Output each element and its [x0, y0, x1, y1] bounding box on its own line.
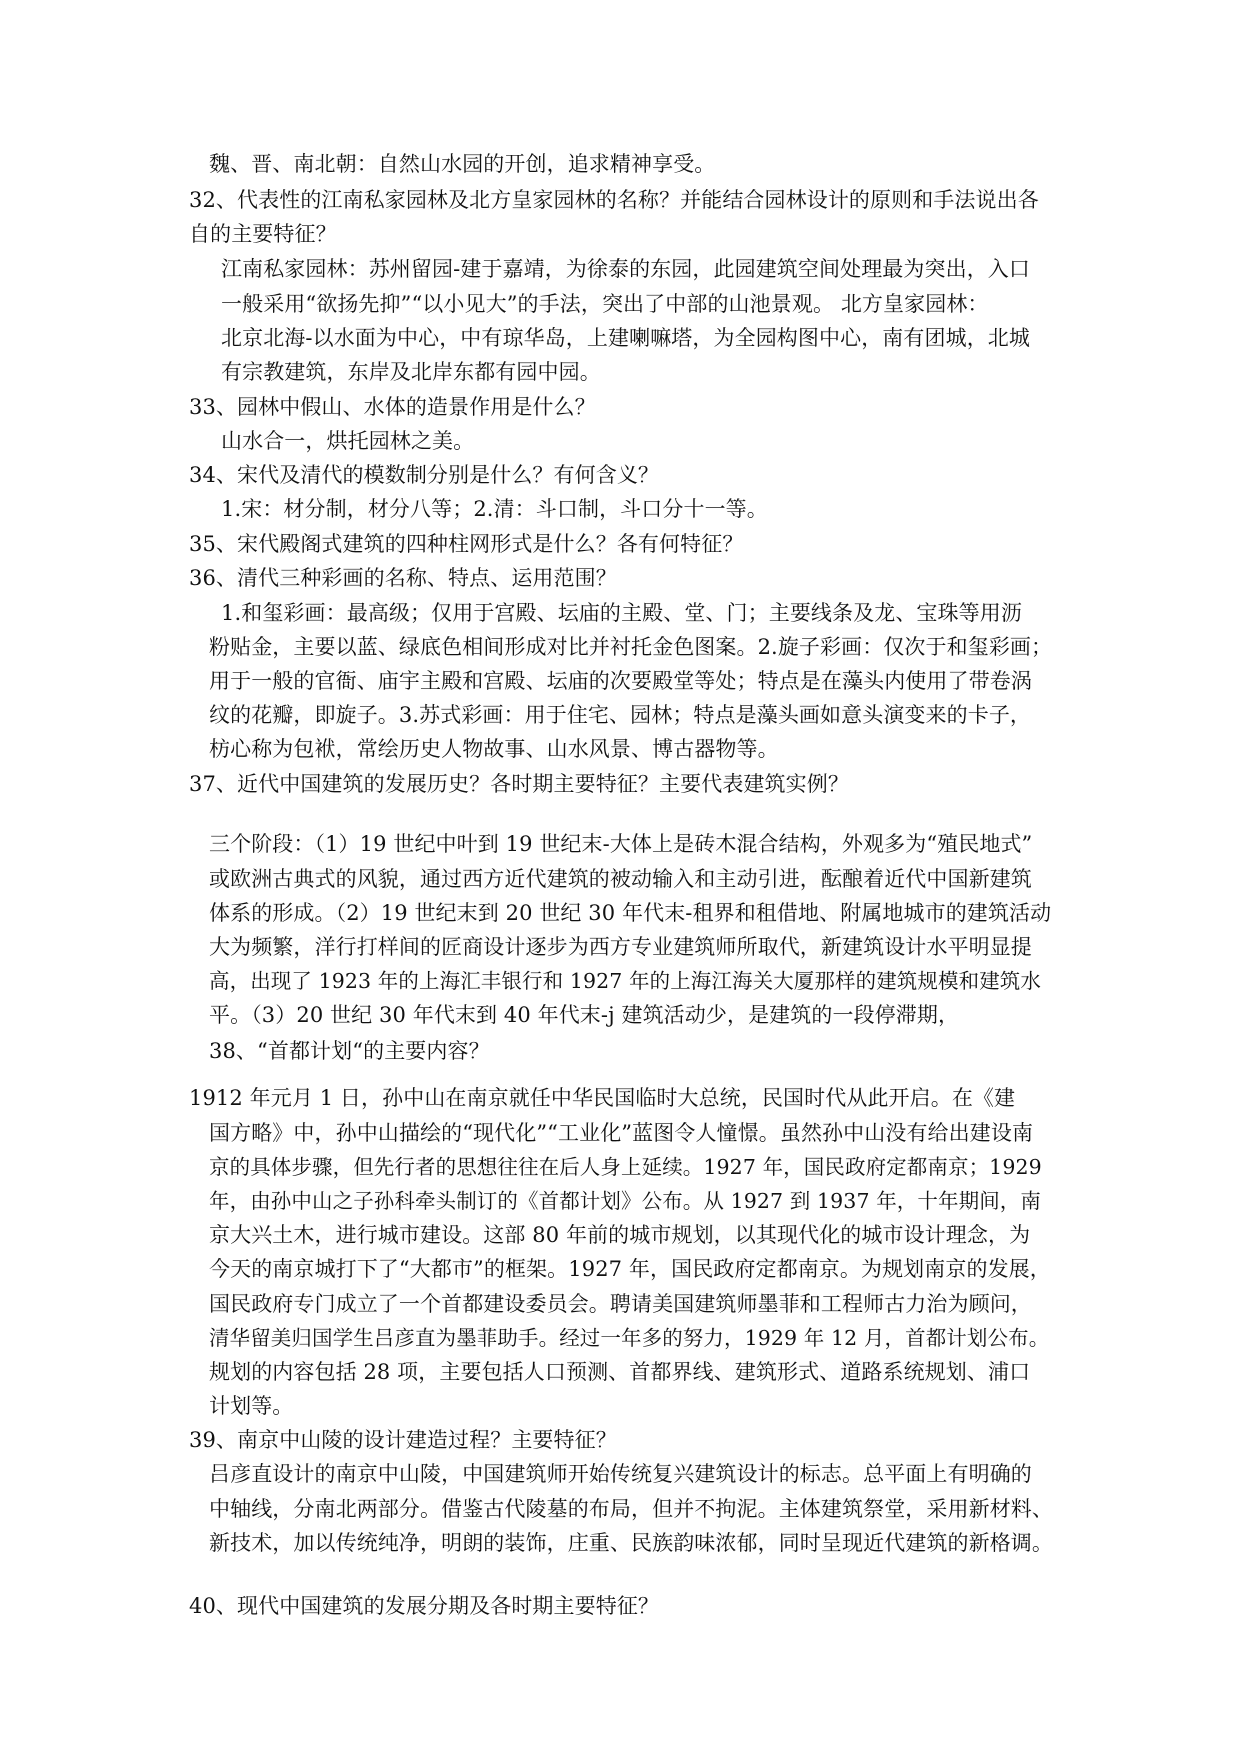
text-line: 自的主要特征？ [189, 222, 337, 246]
text-line: 规划的内容包括 28 项，主要包括人口预测、首都界线、建筑形式、道路系统规划、浦口 [209, 1360, 1031, 1384]
text-line: 国民政府专门成立了一个首都建设委员会。聘请美国建筑师墨菲和工程师古力治为顾问， [209, 1292, 1032, 1316]
question-39: 39、南京中山陵的设计建造过程？主要特征？ [189, 1428, 617, 1452]
text-line: 国方略》中，孙中山描绘的“现代化”“工业化”蓝图令人憧憬。虽然孙中山没有给出建设南 [209, 1121, 1034, 1145]
text-line: 或欧洲古典式的风貌，通过西方近代建筑的被动输入和主动引进，酝酿着近代中国新建筑 [209, 867, 1032, 891]
text-line: 有宗教建筑，东岸及北岸东都有园中园。 [221, 360, 601, 384]
text-line: 京的具体步骤，但先行者的思想往往在后人身上延续。1927 年，国民政府定都南京；1929 [209, 1155, 1042, 1179]
text-line: 魏、晋、南北朝：自然山水园的开创，追求精神享受。 [209, 152, 716, 176]
question-33: 33、园林中假山、水体的造景作用是什么？ [189, 395, 596, 419]
text-line: 三个阶段：（1）19 世纪中叶到 19 世纪末-大体上是砖木混合结构，外观多为“殖民地式” [209, 832, 1033, 856]
text-line: 京大兴土木，进行城市建设。这部 80 年前的城市规划，以其现代化的城市设计理念，为 [209, 1223, 1031, 1247]
text-line: 江南私家园林：苏州留园-建于嘉靖，为徐泰的东园，此园建筑空间处理最为突出，入口 [221, 257, 1030, 281]
text-line: 新技术，加以传统纯净，明朗的装饰，庄重、民族韵味浓郁，同时呈现近代建筑的新格调。 [209, 1531, 1053, 1555]
question-38: 1912 年元月 1 日，孙中山在南京就任中华民国临时大总统，民国时代从此开启。在《建 [189, 1086, 1016, 1110]
question-40: 40、现代中国建筑的发展分期及各时期主要特征？ [189, 1594, 660, 1618]
question-34: 34、宋代及清代的模数制分别是什么？有何含义？ [189, 463, 660, 487]
text-line: 高，出现了 1923 年的上海汇丰银行和 1927 年的上海江海关大厦那样的建筑规模和建筑水 [209, 969, 1042, 993]
question-32: 32、代表性的江南私家园林及北方皇家园林的名称？并能结合园林设计的原则和手法说出各 [189, 188, 1039, 212]
text-line: 粉贴金，主要以蓝、绿底色相间形成对比并衬托金色图案。2.旋子彩画：仅次于和玺彩画； [209, 635, 1053, 659]
question-35: 35、宋代殿阁式建筑的四种柱网形式是什么？各有何特征？ [189, 532, 744, 556]
text-line: 枋心称为包袱，常绘历史人物故事、山水风景、博古器物等。 [209, 737, 779, 761]
text-line: 1.和玺彩画：最高级；仅用于宫殿、坛庙的主殿、堂、门；主要线条及龙、宝珠等用沥 [221, 601, 1022, 625]
text-line: 平。（3）20 世纪 30 年代末到 40 年代末-j 建筑活动少，是建筑的一段停滞期， [209, 1003, 960, 1027]
text-line: 用于一般的官衙、庙宇主殿和宫殿、坛庙的次要殿堂等处；特点是在藻头内使用了带卷涡 [209, 669, 1032, 693]
text-line: 1.宋：材分制，材分八等；2.清：斗口制，斗口分十一等。 [221, 497, 768, 521]
text-line: 北京北海-以水面为中心，中有琼华岛，上建喇嘛塔，为全园构图中心，南有团城，北城 [221, 326, 1030, 350]
text-line: 大为频繁，洋行打样间的匠商设计逐步为西方专业建筑师所取代，新建筑设计水平明显提 [209, 935, 1032, 959]
text-line: 中轴线，分南北两部分。借鉴古代陵墓的布局，但并不拘泥。主体建筑祭堂，采用新材料、 [209, 1497, 1053, 1521]
text-line: 吕彦直设计的南京中山陵，中国建筑师开始传统复兴建筑设计的标志。总平面上有明确的 [209, 1462, 1032, 1486]
question-36: 36、清代三种彩画的名称、特点、运用范围？ [189, 566, 617, 590]
text-line: 一般采用“欲扬先抑”“以小见大”的手法，突出了中部的山池景观。 北方皇家园林： [221, 292, 989, 316]
question-37: 37、近代中国建筑的发展历史？各时期主要特征？主要代表建筑实例？ [189, 772, 849, 796]
text-line: 年，由孙中山之子孙科牵头制订的《首都计划》公布。从 1927 到 1937 年，十年期间，南 [209, 1189, 1042, 1213]
text-line: 计划等。 [209, 1394, 294, 1418]
text-line: 今天的南京城打下了“大都市”的框架。1927 年，国民政府定都南京。为规划南京的发展， [209, 1257, 1051, 1281]
text-line: 纹的花瓣，即旋子。3.苏式彩画：用于住宅、园林；特点是藻头画如意头演变来的卡子， [209, 703, 1032, 727]
text-line: 体系的形成。（2）19 世纪末到 20 世纪 30 年代末-租界和租借地、附属地城市的建筑活动 [209, 901, 1052, 925]
text-line: 38、“首都计划“的主要内容？ [209, 1039, 490, 1063]
text-line: 清华留美归国学生吕彦直为墨菲助手。经过一年多的努力，1929 年 12 月，首都计划公布。 [209, 1326, 1050, 1350]
text-line: 山水合一，烘托园林之美。 [221, 429, 475, 453]
